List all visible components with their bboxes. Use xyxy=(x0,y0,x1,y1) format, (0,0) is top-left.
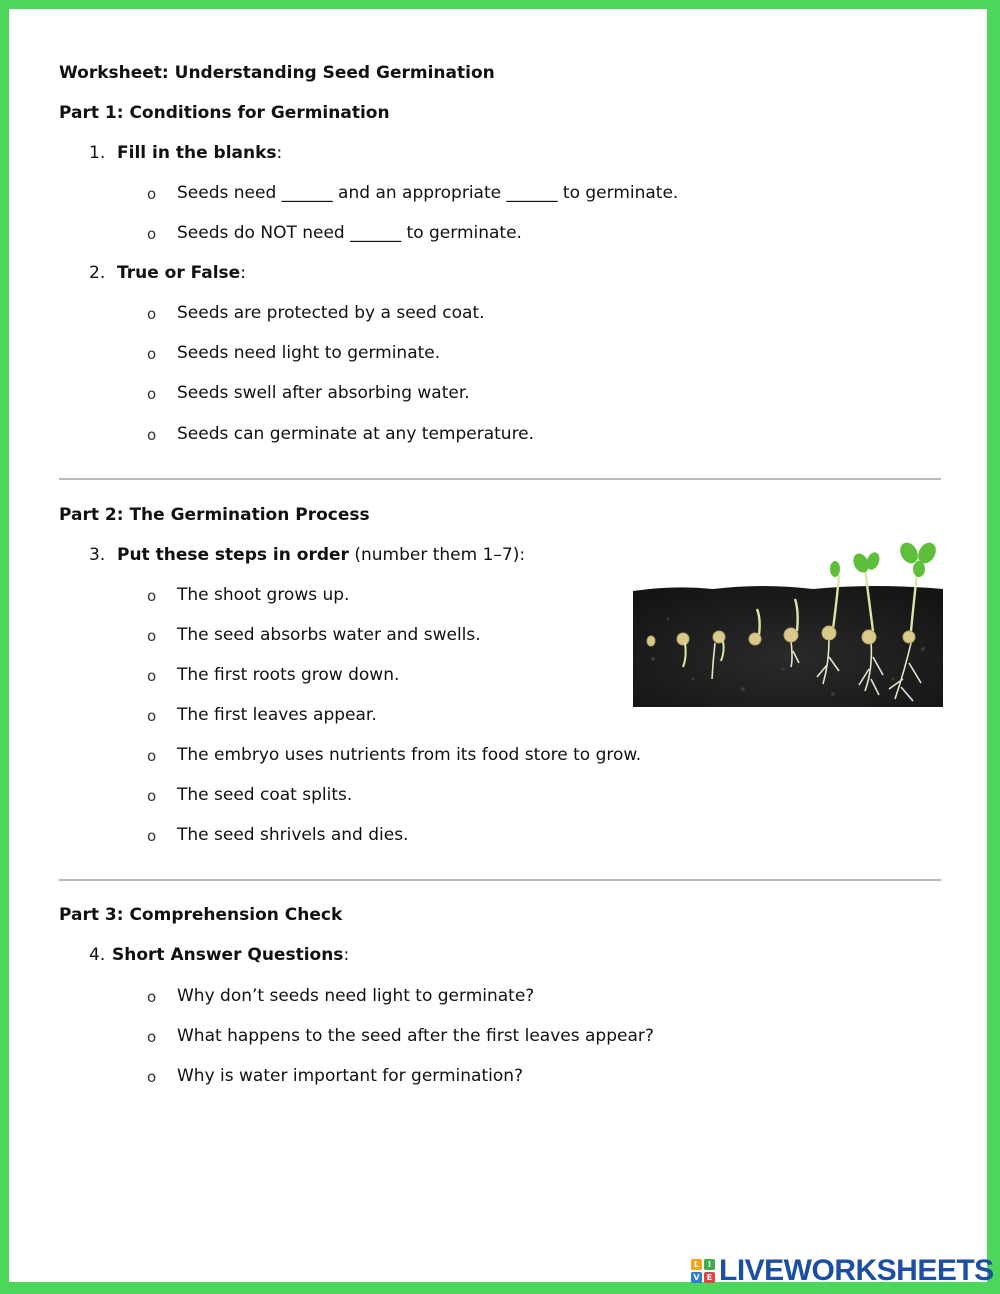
worksheet-title: Worksheet: Understanding Seed Germination xyxy=(59,63,495,83)
section-divider xyxy=(59,478,941,480)
q4-label: Short Answer Questions xyxy=(112,945,344,965)
q3-item: The first leaves appear. xyxy=(177,705,377,725)
bullet: o xyxy=(147,426,157,444)
bullet: o xyxy=(147,305,157,323)
bullet: o xyxy=(147,225,157,243)
q4-item: Why is water important for germination? xyxy=(177,1066,524,1086)
q1-item: Seeds need ______ and an appropriate ______ to germinate. xyxy=(177,183,679,203)
part3-heading: Part 3: Comprehension Check xyxy=(59,905,343,925)
bullet: o xyxy=(147,707,157,725)
q2-suffix: : xyxy=(240,263,246,283)
liveworksheets-logo[interactable] xyxy=(691,1254,994,1287)
q3-item: The first roots grow down. xyxy=(177,665,400,685)
section-divider xyxy=(59,879,941,881)
q1-item: Seeds do NOT need ______ to germinate. xyxy=(177,223,522,243)
soil xyxy=(633,586,943,707)
bullet: o xyxy=(147,1068,157,1086)
bullet: o xyxy=(147,587,157,605)
q3-prompt xyxy=(117,545,525,565)
q4-item: Why don’t seeds need light to germinate? xyxy=(177,986,535,1006)
bullet: o xyxy=(147,185,157,203)
q1-number: 1. xyxy=(89,143,106,163)
bullet: o xyxy=(147,787,157,805)
q3-item: The seed absorbs water and swells. xyxy=(177,625,481,645)
q3-item: The shoot grows up. xyxy=(177,585,350,605)
q4-item: What happens to the seed after the first leaves appear? xyxy=(177,1026,654,1046)
q4-prompt xyxy=(112,945,349,965)
germination-photo xyxy=(633,539,943,707)
q3-number: 3. xyxy=(89,545,106,565)
bullet: o xyxy=(147,627,157,645)
bullet: o xyxy=(147,1028,157,1046)
q3-suffix: (number them 1–7): xyxy=(348,545,526,565)
logo-mark-letter: V xyxy=(691,1272,702,1283)
part1-heading: Part 1: Conditions for Germination xyxy=(59,103,390,123)
bullet: o xyxy=(147,385,157,403)
bullet: o xyxy=(147,667,157,685)
q3-item: The seed coat splits. xyxy=(177,785,353,805)
bullet: o xyxy=(147,827,157,845)
q2-item: Seeds can germinate at any temperature. xyxy=(177,424,535,444)
q2-prompt xyxy=(117,263,246,283)
q1-suffix: : xyxy=(276,143,283,163)
q2-number: 2. xyxy=(89,263,106,283)
germination-illustration xyxy=(633,539,943,707)
worksheet-page xyxy=(9,9,994,1287)
logo-mark-letter: L xyxy=(691,1259,702,1270)
q4-number: 4. xyxy=(89,945,106,965)
bullet: o xyxy=(147,988,157,1006)
logo-text: LIVEWORKSHEETS xyxy=(719,1254,994,1287)
bullet: o xyxy=(147,345,157,363)
part2-heading: Part 2: The Germination Process xyxy=(59,505,370,525)
q3-label: Put these steps in order xyxy=(117,545,349,565)
logo-mark-letter: I xyxy=(704,1259,715,1270)
q1-prompt xyxy=(117,143,282,163)
q2-item: Seeds are protected by a seed coat. xyxy=(177,303,485,323)
q4-suffix: : xyxy=(343,945,350,965)
q1-label: Fill in the blanks xyxy=(117,143,277,163)
logo-mark-icon xyxy=(691,1259,715,1283)
q2-item: Seeds swell after absorbing water. xyxy=(177,383,470,403)
bullet: o xyxy=(147,747,157,765)
q2-label: True or False xyxy=(117,263,241,283)
logo-mark-letter: E xyxy=(704,1272,715,1283)
q2-item: Seeds need light to germinate. xyxy=(177,343,441,363)
q3-item: The seed shrivels and dies. xyxy=(177,825,409,845)
q3-item: The embryo uses nutrients from its food store to grow. xyxy=(177,745,642,765)
